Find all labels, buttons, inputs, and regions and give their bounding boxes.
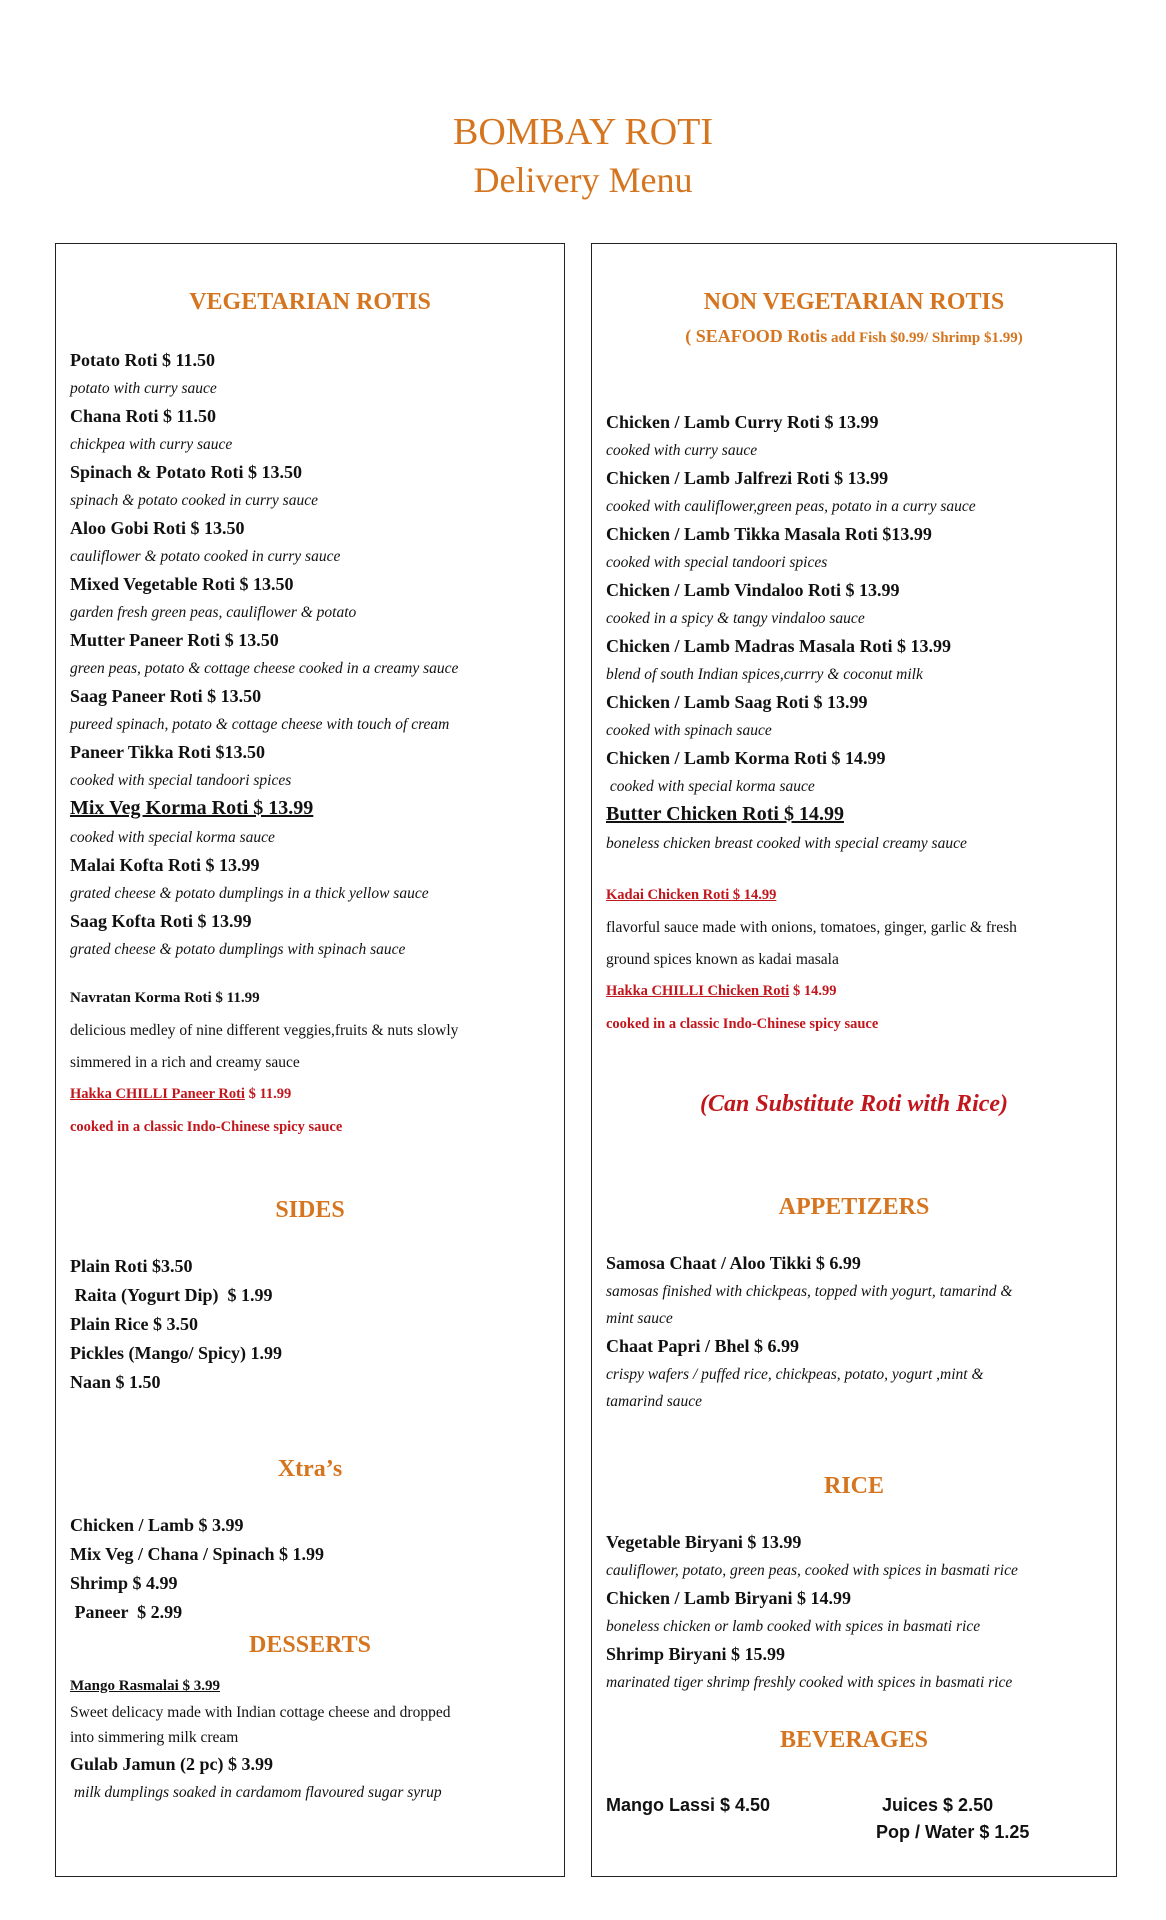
- menu-item-name: Spinach & Potato Roti $ 13.50: [70, 462, 303, 482]
- menu-item-desc: potato with curry sauce: [70, 380, 217, 397]
- list-item: Chicken / Lamb $ 3.99: [70, 1515, 244, 1535]
- menu-item-name: Chicken / Lamb Korma Roti $ 14.99: [606, 748, 886, 768]
- list-item: Raita (Yogurt Dip) $ 1.99: [70, 1285, 273, 1305]
- menu-item-desc: cooked in a classic Indo-Chinese spicy sauce: [70, 1119, 343, 1135]
- section-heading-appetizers: APPETIZERS: [778, 1194, 930, 1220]
- menu-item-desc: cooked with special tandoori spices: [606, 554, 828, 571]
- menu-item-name: Mix Veg Korma Roti $ 13.99: [70, 797, 314, 819]
- menu-item-name: Saag Kofta Roti $ 13.99: [70, 911, 252, 931]
- menu-item-name: Chicken / Lamb Madras Masala Roti $ 13.99: [606, 636, 952, 656]
- menu-item-name: Mutter Paneer Roti $ 13.50: [70, 630, 279, 650]
- list-item: Shrimp $ 4.99: [70, 1573, 178, 1593]
- rice-substitute-note: (Can Substitute Roti with Rice): [699, 1091, 1009, 1117]
- menu-item-desc: cauliflower, potato, green peas, cooked with spices in basmati rice: [606, 1562, 1018, 1579]
- menu-item-name: Mixed Vegetable Roti $ 13.50: [70, 574, 294, 594]
- seafood-note-price: add Fish $0.99/ Shrimp $1.99): [827, 330, 1023, 346]
- section-heading-sides: SIDES: [275, 1197, 345, 1223]
- menu-item-desc: tamarind sauce: [606, 1393, 703, 1410]
- menu-item-desc: delicious medley of nine different veggies,fruits & nuts slowly: [70, 1022, 459, 1039]
- menu-item-desc: simmered in a rich and creamy sauce: [70, 1054, 300, 1071]
- hakka-paneer-price: $ 11.99: [244, 1086, 292, 1102]
- menu-item-name: Gulab Jamun (2 pc) $ 3.99: [70, 1754, 274, 1774]
- list-item: Plain Roti $3.50: [70, 1256, 193, 1276]
- menu-item-desc: samosas finished with chickpeas, topped with yogurt, tamarind &: [606, 1283, 1013, 1300]
- menu-item-name: Samosa Chaat / Aloo Tikki $ 6.99: [606, 1253, 861, 1273]
- menu-item-name: Malai Kofta Roti $ 13.99: [70, 855, 260, 875]
- section-heading-beverages: BEVERAGES: [779, 1727, 929, 1753]
- menu-item-desc: cooked with cauliflower,green peas, potato in a curry sauce: [606, 498, 976, 515]
- menu-item-desc: boneless chicken breast cooked with special creamy sauce: [606, 835, 967, 852]
- menu-item-desc: blend of south Indian spices,currry & coconut milk: [606, 666, 923, 683]
- kadai-chicken-link[interactable]: Kadai Chicken Roti $ 14.99: [606, 887, 777, 903]
- menu-item-desc: cooked with spinach sauce: [606, 722, 772, 739]
- menu-item-name: Vegetable Biryani $ 13.99: [606, 1532, 802, 1552]
- menu-item-desc: cooked with special korma sauce: [70, 829, 275, 846]
- menu-item-desc: chickpea with curry sauce: [70, 436, 233, 453]
- menu-item-name: Potato Roti $ 11.50: [70, 350, 215, 370]
- menu-subtitle: Delivery Menu: [473, 160, 693, 200]
- left-menu-panel: [55, 243, 565, 1877]
- menu-item-desc: Sweet delicacy made with Indian cottage cheese and dropped: [70, 1704, 451, 1721]
- menu-item-name: Butter Chicken Roti $ 14.99: [606, 803, 844, 825]
- menu-item-desc: grated cheese & potato dumplings in a thick yellow sauce: [70, 885, 429, 902]
- menu-item-desc: cauliflower & potato cooked in curry sauce: [70, 548, 341, 565]
- menu-item-desc: garden fresh green peas, cauliflower & potato: [70, 604, 357, 621]
- menu-item-name: Chicken / Lamb Curry Roti $ 13.99: [606, 412, 879, 432]
- menu-item-name: Mango Rasmalai $ 3.99: [70, 1678, 220, 1694]
- menu-item-desc: flavorful sauce made with onions, tomatoes, ginger, garlic & fresh: [606, 919, 1017, 936]
- menu-item-desc: cooked in a classic Indo-Chinese spicy sauce: [606, 1016, 879, 1032]
- menu-item-desc: pureed spinach, potato & cottage cheese with touch of cream: [70, 716, 450, 733]
- menu-item-desc: ground spices known as kadai masala: [606, 951, 839, 968]
- hakka-chicken-price: $ 14.99: [789, 983, 837, 999]
- menu-item-name: Chicken / Lamb Tikka Masala Roti $13.99: [606, 524, 932, 544]
- menu-item-name: Navratan Korma Roti $ 11.99: [70, 990, 260, 1006]
- menu-item-desc: crispy wafers / puffed rice, chickpeas, potato, yogurt ,mint &: [606, 1366, 984, 1383]
- menu-item-name: [606, 983, 836, 1000]
- seafood-note-title: ( SEAFOOD Rotis: [685, 326, 828, 346]
- menu-item-name: Chicken / Lamb Saag Roti $ 13.99: [606, 692, 868, 712]
- list-item: Plain Rice $ 3.50: [70, 1314, 198, 1334]
- beverage-mango-lassi: Mango Lassi $ 4.50: [606, 1795, 771, 1815]
- menu-item-name: Chicken / Lamb Biryani $ 14.99: [606, 1588, 852, 1608]
- menu-item-name: Chicken / Lamb Vindaloo Roti $ 13.99: [606, 580, 900, 600]
- menu-item-desc: cooked in a spicy & tangy vindaloo sauce: [606, 610, 865, 627]
- menu-item-desc: cooked with special tandoori spices: [70, 772, 292, 789]
- section-heading-non-vegetarian: NON VEGETARIAN ROTIS: [703, 289, 1005, 315]
- list-item: Pickles (Mango/ Spicy) 1.99: [70, 1343, 282, 1363]
- seafood-note: [592, 326, 1116, 347]
- menu-item-name: Paneer Tikka Roti $13.50: [70, 742, 266, 762]
- menu-item-name: [70, 1086, 291, 1103]
- section-heading-rice: RICE: [823, 1473, 884, 1499]
- beverage-pop-water: Pop / Water $ 1.25: [876, 1822, 1030, 1842]
- menu-header: [0, 108, 1166, 204]
- menu-item-desc: mint sauce: [606, 1310, 673, 1327]
- section-heading-xtras: Xtra’s: [277, 1456, 343, 1482]
- menu-item-desc: boneless chicken or lamb cooked with spices in basmati rice: [606, 1618, 981, 1635]
- menu-item-desc: into simmering milk cream: [70, 1729, 239, 1746]
- menu-item-desc: cooked with special korma sauce: [606, 778, 815, 795]
- menu-item-desc: marinated tiger shrimp freshly cooked with spices in basmati rice: [606, 1674, 1013, 1691]
- list-item: Mix Veg / Chana / Spinach $ 1.99: [70, 1544, 325, 1564]
- right-menu-panel: [591, 243, 1117, 1877]
- menu-item-name: Chaat Papri / Bhel $ 6.99: [606, 1336, 800, 1356]
- menu-item-desc: cooked with curry sauce: [606, 442, 758, 459]
- menu-item-name: Aloo Gobi Roti $ 13.50: [70, 518, 245, 538]
- menu-item-name: Saag Paneer Roti $ 13.50: [70, 686, 262, 706]
- menu-item-name: Chicken / Lamb Jalfrezi Roti $ 13.99: [606, 468, 889, 488]
- menu-item-desc: grated cheese & potato dumplings with spinach sauce: [70, 941, 406, 958]
- hakka-chicken-link[interactable]: Hakka CHILLI Chicken Roti: [606, 983, 790, 999]
- section-heading-vegetarian: VEGETARIAN ROTIS: [189, 289, 431, 315]
- restaurant-name: BOMBAY ROTI: [452, 111, 714, 153]
- menu-item-name: Chana Roti $ 11.50: [70, 406, 217, 426]
- list-item: Naan $ 1.50: [70, 1372, 161, 1392]
- hakka-paneer-link[interactable]: Hakka CHILLI Paneer Roti: [70, 1086, 245, 1102]
- menu-item-name: Shrimp Biryani $ 15.99: [606, 1644, 786, 1664]
- menu-item-desc: milk dumplings soaked in cardamom flavoured sugar syrup: [70, 1784, 442, 1801]
- menu-item-desc: spinach & potato cooked in curry sauce: [70, 492, 318, 509]
- section-heading-desserts: DESSERTS: [249, 1632, 371, 1658]
- menu-item-desc: green peas, potato & cottage cheese cooked in a creamy sauce: [70, 660, 459, 677]
- beverage-juices: Juices $ 2.50: [882, 1795, 994, 1815]
- list-item: Paneer $ 2.99: [70, 1602, 183, 1622]
